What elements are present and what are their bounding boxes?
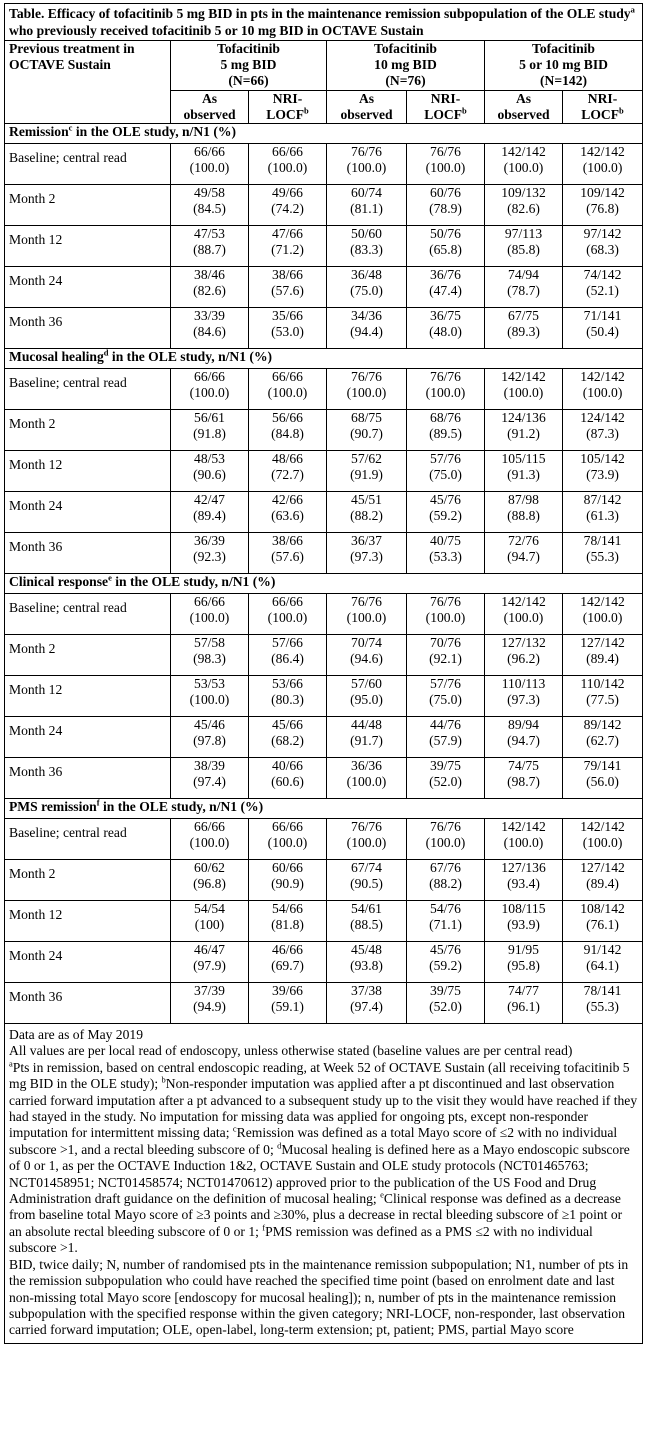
row-label: Month 2 [5,635,171,676]
efficacy-table-document [4,3,642,1344]
value-cell: 50/76 (65.8) [407,226,485,267]
row-label: Month 12 [5,901,171,942]
value-cell: 36/36 (100.0) [327,758,407,799]
value-cell: 76/76 (100.0) [327,369,407,410]
value-cell: 76/76 (100.0) [327,819,407,860]
value-cell: 74/75 (98.7) [485,758,563,799]
value-cell: 57/60 (95.0) [327,676,407,717]
value-cell: 44/76 (57.9) [407,717,485,758]
value-cell: 70/74 (94.6) [327,635,407,676]
value-cell: 66/66 (100.0) [249,144,327,185]
table-row [5,983,643,1024]
row-label: Baseline; central read [5,144,171,185]
efficacy-table [4,3,643,1344]
value-cell: 79/141 (56.0) [563,758,643,799]
table-row [5,226,643,267]
value-cell: 42/47 (89.4) [171,492,249,533]
value-cell: 36/75 (48.0) [407,308,485,349]
table-row [5,901,643,942]
value-cell: 68/76 (89.5) [407,410,485,451]
value-cell: 66/66 (100.0) [249,819,327,860]
row-label: Baseline; central read [5,594,171,635]
value-cell: 66/66 (100.0) [171,369,249,410]
value-cell: 76/76 (100.0) [327,594,407,635]
value-cell: 70/76 (92.1) [407,635,485,676]
value-cell: 66/66 (100.0) [249,594,327,635]
row-label: Month 36 [5,308,171,349]
section-header: Clinical response$^e$ in the OLE study, n/N1 (%) [5,574,643,594]
footnotes: $^a$Pts in remission, based on central endoscopic reading, at Week 52 of OCTAVE Sustain (all receiving tofacitinib 5 mg BID in the OLE study); $^b$Non-responder imputation was applied after a pt discontinued and last observation carried forward imputation after a pt advanced to a subsequent study up to the visit they would have reached if they had stayed in the study. No imputation for missing data was applied for ongoing pts, except non-responder imputation for intermittent missing data; $^c$Remission was defined as a total Mayo score of ≤2 with no individual subscore >1, and a rectal bleeding subscore of 0; $^d$Mucosal healing is defined here as a Mayo endoscopic subscore of 0 or 1, as per the OCTAVE Induction 1&2, OCTAVE Sustain and OLE study protocols (NCT01465763; NCT01458951; NCT01458574; NCT01470612) approved prior to the publication of the US Food and Drug Administration draft guidance on the definition of mucosal healing; $^e$Clinical response was defined as a decrease from baseline total Mayo score of ≥3 points and ≥30%, plus a decrease in rectal bleeding subscore of ≥1 point or an absolute rectal bleeding subscore of 0 or 1; $^f$PMS remission was defined as a PMS ≤2 with no individual subscore >1. [9,1058,638,1256]
value-cell: 105/115 (91.3) [485,451,563,492]
value-cell: 46/66 (69.7) [249,942,327,983]
value-cell: 56/61 (91.8) [171,410,249,451]
value-cell: 66/66 (100.0) [249,369,327,410]
value-cell: 45/66 (68.2) [249,717,327,758]
value-cell: 91/95 (95.8) [485,942,563,983]
table-row [5,144,643,185]
value-cell: 66/66 (100.0) [171,144,249,185]
value-cell: 34/36 (94.4) [327,308,407,349]
value-cell: 38/66 (57.6) [249,267,327,308]
value-cell: 78/141 (55.3) [563,533,643,574]
value-cell: 109/132 (82.6) [485,185,563,226]
value-cell: 127/142 (89.4) [563,635,643,676]
value-cell: 45/76 (59.2) [407,492,485,533]
row-label: Month 24 [5,942,171,983]
value-cell: 142/142 (100.0) [485,594,563,635]
as-observed-header: As observed [171,90,249,123]
value-cell: 48/53 (90.6) [171,451,249,492]
value-cell: 74/142 (52.1) [563,267,643,308]
row-label: Baseline; central read [5,369,171,410]
value-cell: 110/142 (77.5) [563,676,643,717]
value-cell: 44/48 (91.7) [327,717,407,758]
row-label: Month 2 [5,410,171,451]
table-row [5,492,643,533]
value-cell: 91/142 (64.1) [563,942,643,983]
value-cell: 42/66 (63.6) [249,492,327,533]
value-cell: 97/142 (68.3) [563,226,643,267]
value-cell: 108/142 (76.1) [563,901,643,942]
value-cell: 74/77 (96.1) [485,983,563,1024]
value-cell: 124/142 (87.3) [563,410,643,451]
value-cell: 142/142 (100.0) [485,144,563,185]
data-cutoff-note: Data are as of May 2019 [9,1027,143,1043]
value-cell: 60/62 (96.8) [171,860,249,901]
value-cell: 54/54 (100) [171,901,249,942]
value-cell: 46/47 (97.9) [171,942,249,983]
value-cell: 36/48 (75.0) [327,267,407,308]
row-label: Baseline; central read [5,819,171,860]
table-row [5,533,643,574]
value-cell: 108/115 (93.9) [485,901,563,942]
value-cell: 60/76 (78.9) [407,185,485,226]
value-cell: 36/39 (92.3) [171,533,249,574]
value-cell: 57/76 (75.0) [407,451,485,492]
value-cell: 57/76 (75.0) [407,676,485,717]
value-cell: 87/142 (61.3) [563,492,643,533]
value-cell: 87/98 (88.8) [485,492,563,533]
table-row [5,635,643,676]
row-label: Month 12 [5,451,171,492]
value-cell: 45/46 (97.8) [171,717,249,758]
value-cell: 47/53 (88.7) [171,226,249,267]
value-cell: 47/66 (71.2) [249,226,327,267]
value-cell: 76/76 (100.0) [327,144,407,185]
value-cell: 38/66 (57.6) [249,533,327,574]
value-cell: 66/66 (100.0) [171,819,249,860]
value-cell: 68/75 (90.7) [327,410,407,451]
value-cell: 53/66 (80.3) [249,676,327,717]
abbreviations: BID, twice daily; N, number of randomised pts in the maintenance remission subpopulation; N1, number of pts in the remission subpopulation who could have reached the specified time point (based on enrolment date and last non-missing total Mayo score [endoscopy for mucosal healing]); n, number of pts in the maintenance remission subpopulation with the specified response within the given category; NRI-LOCF, non-responder, last observation carried forward imputation; OLE, open-label, long-term extension; pt, patient; PMS, partial Mayo score [9,1256,629,1338]
value-cell: 105/142 (73.9) [563,451,643,492]
table-row [5,819,643,860]
group-header-10mg: Tofacitinib 10 mg BID (N=76) [327,41,485,91]
section-header: Remission$^c$ in the OLE study, n/N1 (%) [5,124,643,144]
table-row [5,369,643,410]
row-label: Month 36 [5,758,171,799]
value-cell: 110/113 (97.3) [485,676,563,717]
value-cell: 57/66 (86.4) [249,635,327,676]
local-read-note: All values are per local read of endoscopy, unless otherwise stated (baseline values are per central read) [9,1043,573,1059]
row-label: Month 12 [5,676,171,717]
value-cell: 33/39 (84.6) [171,308,249,349]
value-cell: 57/62 (91.9) [327,451,407,492]
group-header-5-or-10mg: Tofacitinib 5 or 10 mg BID (N=142) [485,41,643,91]
table-row [5,308,643,349]
value-cell: 66/66 (100.0) [171,594,249,635]
row-label: Month 36 [5,533,171,574]
value-cell: 36/76 (47.4) [407,267,485,308]
value-cell: 54/66 (81.8) [249,901,327,942]
nri-locf-header: NRI- LOCF$^b$ [563,90,643,123]
row-label: Month 24 [5,717,171,758]
table-row [5,267,643,308]
value-cell: 71/141 (50.4) [563,308,643,349]
value-cell: 56/66 (84.8) [249,410,327,451]
nri-locf-header: NRI- LOCF$^b$ [407,90,485,123]
value-cell: 40/66 (60.6) [249,758,327,799]
value-cell: 127/136 (93.4) [485,860,563,901]
row-label: Month 24 [5,492,171,533]
value-cell: 45/76 (59.2) [407,942,485,983]
value-cell: 67/75 (89.3) [485,308,563,349]
value-cell: 48/66 (72.7) [249,451,327,492]
value-cell: 76/76 (100.0) [407,819,485,860]
value-cell: 50/60 (83.3) [327,226,407,267]
table-row [5,717,643,758]
value-cell: 67/76 (88.2) [407,860,485,901]
value-cell: 57/58 (98.3) [171,635,249,676]
value-cell: 72/76 (94.7) [485,533,563,574]
value-cell: 74/94 (78.7) [485,267,563,308]
value-cell: 76/76 (100.0) [407,144,485,185]
value-cell: 45/48 (93.8) [327,942,407,983]
table-row [5,594,643,635]
row-label: Month 2 [5,185,171,226]
value-cell: 60/74 (81.1) [327,185,407,226]
value-cell: 127/142 (89.4) [563,860,643,901]
value-cell: 38/46 (82.6) [171,267,249,308]
value-cell: 76/76 (100.0) [407,594,485,635]
value-cell: 49/66 (74.2) [249,185,327,226]
table-title: Table. Efficacy of tofacitinib 5 mg BID in pts in the maintenance remission subpopulation of the OLE study$^a$ who previously received tofacitinib 5 or 10 mg BID in OCTAVE Sustain [5,4,643,41]
value-cell: 89/94 (94.7) [485,717,563,758]
value-cell: 142/142 (100.0) [485,819,563,860]
as-observed-header: As observed [327,90,407,123]
value-cell: 142/142 (100.0) [485,369,563,410]
value-cell: 45/51 (88.2) [327,492,407,533]
table-row [5,758,643,799]
value-cell: 53/53 (100.0) [171,676,249,717]
table-row [5,676,643,717]
row-label: Month 24 [5,267,171,308]
value-cell: 40/75 (53.3) [407,533,485,574]
table-row [5,185,643,226]
table-row [5,860,643,901]
table-row [5,451,643,492]
value-cell: 109/142 (76.8) [563,185,643,226]
value-cell: 97/113 (85.8) [485,226,563,267]
value-cell: 89/142 (62.7) [563,717,643,758]
value-cell: 54/76 (71.1) [407,901,485,942]
value-cell: 37/38 (97.4) [327,983,407,1024]
value-cell: 36/37 (97.3) [327,533,407,574]
value-cell: 37/39 (94.9) [171,983,249,1024]
value-cell: 38/39 (97.4) [171,758,249,799]
row-label: Month 12 [5,226,171,267]
value-cell: 35/66 (53.0) [249,308,327,349]
section-header: PMS remission$^f$ in the OLE study, n/N1 (%) [5,799,643,819]
value-cell: 124/136 (91.2) [485,410,563,451]
value-cell: 49/58 (84.5) [171,185,249,226]
section-header: Mucosal healing$^d$ in the OLE study, n/N1 (%) [5,349,643,369]
row-label: Month 36 [5,983,171,1024]
value-cell: 142/142 (100.0) [563,369,643,410]
table-notes [5,1024,643,1344]
value-cell: 78/141 (55.3) [563,983,643,1024]
value-cell: 76/76 (100.0) [407,369,485,410]
row-label: Month 2 [5,860,171,901]
value-cell: 60/66 (90.9) [249,860,327,901]
table-row [5,942,643,983]
value-cell: 39/75 (52.0) [407,983,485,1024]
value-cell: 142/142 (100.0) [563,594,643,635]
value-cell: 67/74 (90.5) [327,860,407,901]
nri-locf-header: NRI- LOCF$^b$ [249,90,327,123]
previous-treatment-header: Previous treatment in OCTAVE Sustain [5,41,171,124]
table-row [5,410,643,451]
value-cell: 39/66 (59.1) [249,983,327,1024]
value-cell: 54/61 (88.5) [327,901,407,942]
value-cell: 127/132 (96.2) [485,635,563,676]
value-cell: 39/75 (52.0) [407,758,485,799]
value-cell: 142/142 (100.0) [563,819,643,860]
value-cell: 142/142 (100.0) [563,144,643,185]
group-header-5mg: Tofacitinib 5 mg BID (N=66) [171,41,327,91]
as-observed-header: As observed [485,90,563,123]
